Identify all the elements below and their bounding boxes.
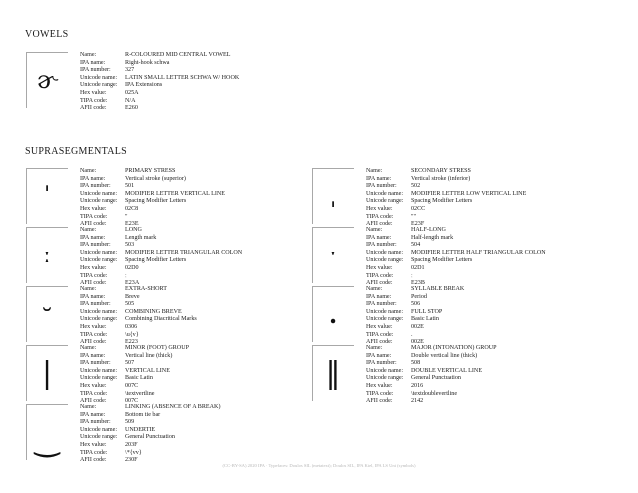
field-value-hex-value: 2016 [411,382,424,389]
field-label-tipa-code: TIPA code: [366,272,394,279]
field-label-hex-value: Hex value: [366,205,393,212]
field-label-unicode-name: Unicode name: [366,249,404,256]
field-value-name: SYLLABLE BREAK [411,286,465,292]
field-row-tipa-code [366,332,464,340]
field-value-hex-value: 025A [125,89,139,96]
field-label-ipa-number: IPA number: [80,67,111,74]
field-row-hex-value [80,206,225,214]
field-value-name: PRIMARY STRESS [125,168,176,174]
field-label-ipa-name: IPA name: [80,234,106,241]
field-value-hex-value: 02D1 [411,264,425,271]
field-value-afii-code: E260 [125,105,138,112]
field-label-unicode-range: Unicode range: [80,375,118,382]
field-row-name [80,168,225,176]
field-label-afii-code: AFII code: [366,339,393,346]
field-label-afii-code: AFII code: [80,105,107,112]
entry-fields [366,168,526,229]
field-label-ipa-number: IPA number: [80,301,111,308]
field-value-tipa-code: "" [411,213,416,220]
field-row-unicode-range [366,375,497,383]
field-row-ipa-number [366,242,546,250]
field-row-ipa-name [366,235,546,243]
field-value-tipa-code: N/A [125,97,136,104]
field-value-ipa-number: 502 [411,183,421,190]
field-value-name: HALF-LONG [411,227,446,233]
field-value-tipa-code: \u{v} [125,331,139,338]
field-value-unicode-range: Basic Latin [125,375,153,382]
field-label-hex-value: Hex value: [80,89,107,96]
field-row-hex-value [366,383,497,391]
field-value-name: SECONDARY STRESS [411,168,471,174]
field-value-unicode-name: DOUBLE VERTICAL LINE [411,367,483,374]
field-label-name: Name: [80,345,97,351]
ipa-symbol-r-coloured-schwa: ɚ [36,66,58,94]
field-label-hex-value: Hex value: [80,323,107,330]
field-value-hex-value: 02D0 [125,264,139,271]
field-row-name [366,345,497,353]
field-label-ipa-number: IPA number: [366,360,397,367]
field-row-unicode-range [80,198,225,206]
field-row-name [80,227,242,235]
entry-fields [366,345,497,406]
field-row-name [366,286,464,294]
field-row-ipa-name [80,176,225,184]
section-title-suprasegmentals: SUPRASEGMENTALS [25,146,128,157]
field-label-ipa-number: IPA number: [366,183,397,190]
field-label-unicode-name: Unicode name: [366,367,404,374]
field-label-afii-code: AFII code: [366,221,393,228]
field-label-unicode-range: Unicode range: [80,316,118,323]
field-row-unicode-name [80,309,197,317]
field-label-hex-value: Hex value: [80,441,107,448]
field-row-name [80,345,189,353]
ipa-symbol-linking: ‿ [34,422,60,458]
field-row-tipa-code [80,391,189,399]
field-value-unicode-name: FULL STOP [411,308,443,315]
field-label-unicode-range: Unicode range: [366,198,404,205]
field-value-tipa-code: . [411,331,413,338]
field-value-hex-value: 0306 [125,323,138,330]
entry-fields [80,345,189,406]
field-value-ipa-name: Double vertical line (thick) [411,352,478,359]
field-row-unicode-range [366,257,546,265]
field-row-tipa-code [366,273,546,281]
field-value-unicode-name: MODIFIER LETTER HALF TRIANGULAR COLON [411,249,546,256]
field-value-ipa-name: Vertical stroke (inferior) [411,175,471,182]
field-label-afii-code: AFII code: [366,398,393,405]
field-row-ipa-number [80,183,225,191]
field-value-name: EXTRA-SHORT [125,286,167,292]
entry-fields [80,52,239,113]
field-value-unicode-range: Spacing Modifier Letters [125,198,187,205]
field-label-hex-value: Hex value: [366,382,393,389]
ipa-symbol-minor-group: | [41,355,53,391]
entry-fields [80,168,225,229]
field-row-tipa-code [80,98,239,106]
field-row-ipa-number [366,183,526,191]
field-row-name [366,168,526,176]
field-row-unicode-range [80,434,220,442]
field-value-ipa-name: Half-length mark [411,234,454,241]
field-row-ipa-name [366,294,464,302]
field-value-ipa-name: Right-hook schwa [125,59,170,66]
field-value-unicode-range: Spacing Modifier Letters [125,257,187,264]
field-label-ipa-name: IPA name: [80,411,106,418]
field-row-unicode-range [80,257,242,265]
field-row-ipa-number [366,301,464,309]
field-value-unicode-name: LATIN SMALL LETTER SCHWA W/ HOOK [125,74,240,81]
field-value-afii-code: E23B [411,280,425,287]
field-label-ipa-name: IPA name: [80,293,106,300]
field-row-name [80,52,239,60]
ipa-symbol-half-long: ˑ [329,242,337,268]
field-label-afii-code: AFII code: [80,398,107,405]
field-row-hex-value [80,265,242,273]
field-row-unicode-range [366,198,526,206]
field-row-ipa-name [80,353,189,361]
field-value-tipa-code: \textvertline [125,390,155,397]
field-value-unicode-name: MODIFIER LETTER TRIANGULAR COLON [125,249,243,256]
field-value-tipa-code: ː [411,272,413,279]
field-value-tipa-code: \*{vv} [125,449,142,456]
field-value-afii-code: 007C [125,398,139,405]
field-label-name: Name: [366,345,383,351]
field-label-unicode-name: Unicode name: [80,308,118,315]
field-row-tipa-code [80,273,242,281]
field-value-ipa-number: 501 [125,183,135,190]
field-value-afii-code: E23F [411,221,425,228]
field-row-unicode-name [366,368,497,376]
field-value-unicode-range: Spacing Modifier Letters [411,257,473,264]
ipa-symbol-major-group: ‖ [325,355,341,391]
field-value-afii-code: 002E [411,339,424,346]
field-row-tipa-code [366,214,526,222]
field-row-hex-value [366,206,526,214]
field-label-unicode-range: Unicode range: [80,434,118,441]
field-label-unicode-name: Unicode name: [366,308,404,315]
field-value-ipa-number: 327 [125,67,135,74]
field-row-unicode-range [80,82,239,90]
field-value-afii-code: E223 [125,339,138,346]
field-label-ipa-name: IPA name: [366,352,392,359]
field-value-afii-code: 230F [125,457,138,464]
field-value-name: MAJOR (INTONATION) GROUP [411,345,497,351]
field-label-unicode-name: Unicode name: [80,190,118,197]
field-label-unicode-range: Unicode range: [366,375,404,382]
field-label-ipa-name: IPA name: [366,293,392,300]
field-value-ipa-name: Vertical stroke (superior) [125,175,186,182]
field-value-unicode-name: MODIFIER LETTER LOW VERTICAL LINE [411,190,527,197]
field-value-unicode-range: Combining Diacritical Marks [125,316,197,323]
field-value-unicode-name: VERTICAL LINE [125,367,170,374]
field-value-hex-value: 007C [125,382,139,389]
field-label-afii-code: AFII code: [366,280,393,287]
field-row-tipa-code [80,332,197,340]
field-label-hex-value: Hex value: [366,323,393,330]
field-label-tipa-code: TIPA code: [80,213,108,220]
field-label-unicode-name: Unicode name: [80,426,118,433]
field-label-tipa-code: TIPA code: [80,272,108,279]
page-footer: (CC-BY-SA) 2020 IPA · Typefaces: Doulos SIL (metatext); Doulos SIL, IPA Kiel, IPA LS Uni (symbols) [222,463,416,468]
field-row-ipa-number [80,360,189,368]
field-value-unicode-range: Spacing Modifier Letters [411,198,473,205]
field-row-hex-value [366,324,464,332]
ipa-symbol-long: ː [43,242,51,268]
field-value-ipa-name: Vertical line (thick) [125,352,173,359]
field-label-unicode-range: Unicode range: [366,316,404,323]
field-label-ipa-number: IPA number: [80,183,111,190]
field-row-hex-value [366,265,546,273]
field-label-ipa-name: IPA name: [366,175,392,182]
field-value-unicode-name: UNDERTIE [125,426,156,433]
field-label-ipa-number: IPA number: [366,242,397,249]
field-value-hex-value: 02CC [411,205,426,212]
field-label-tipa-code: TIPA code: [366,390,394,397]
field-row-name [80,404,220,412]
field-label-unicode-name: Unicode name: [80,74,118,81]
field-label-afii-code: AFII code: [80,280,107,287]
field-value-unicode-range: Basic Latin [411,316,439,323]
field-value-afii-code: E23A [125,280,140,287]
field-row-ipa-number [80,419,220,427]
field-label-hex-value: Hex value: [80,205,107,212]
field-value-unicode-name: MODIFIER LETTER VERTICAL LINE [125,190,225,197]
field-row-tipa-code [80,214,225,222]
entry-fields [80,227,242,288]
field-value-hex-value: 002E [411,323,424,330]
field-label-ipa-name: IPA name: [80,175,106,182]
field-value-name: R-COLOURED MID CENTRAL VOWEL [125,52,231,58]
field-label-unicode-name: Unicode name: [366,190,404,197]
field-label-unicode-name: Unicode name: [80,249,118,256]
ipa-symbol-syllable-break: . [328,299,338,329]
field-label-name: Name: [80,404,97,410]
field-row-unicode-name [80,368,189,376]
field-row-ipa-name [80,60,239,68]
field-row-afii-code [80,105,239,113]
field-label-hex-value: Hex value: [80,382,107,389]
field-row-ipa-name [366,353,497,361]
field-label-ipa-number: IPA number: [80,360,111,367]
field-row-ipa-number [80,242,242,250]
field-label-name: Name: [80,227,97,233]
field-value-ipa-number: 505 [125,301,135,308]
field-row-afii-code [366,398,497,406]
field-label-name: Name: [366,168,383,174]
entry-fields [80,286,197,347]
field-row-ipa-number [80,301,197,309]
ipa-symbol-primary-stress: ˈ [43,182,51,210]
field-row-name [366,227,546,235]
field-value-tipa-code: ː [125,272,127,279]
field-row-ipa-number [366,360,497,368]
field-label-afii-code: AFII code: [80,457,107,464]
field-row-unicode-name [366,309,464,317]
field-label-unicode-range: Unicode range: [80,82,118,89]
field-label-tipa-code: TIPA code: [80,97,108,104]
field-value-name: LONG [125,227,142,233]
field-value-unicode-range: General Punctuation [411,375,461,382]
field-label-ipa-name: IPA name: [366,234,392,241]
field-label-name: Name: [366,286,383,292]
field-value-hex-value: 203F [125,441,138,448]
field-value-name: MINOR (FOOT) GROUP [125,345,189,351]
field-label-unicode-range: Unicode range: [366,257,404,264]
field-row-unicode-range [366,316,464,324]
field-value-ipa-number: 504 [411,242,421,249]
field-value-unicode-range: IPA Extensions [125,82,163,89]
field-row-hex-value [80,90,239,98]
field-value-ipa-name: Length mark [125,234,157,241]
field-row-tipa-code [366,391,497,399]
entry-fields [366,286,464,347]
field-label-hex-value: Hex value: [366,264,393,271]
field-label-ipa-name: IPA name: [80,59,106,66]
field-row-tipa-code [80,450,220,458]
field-label-afii-code: AFII code: [80,339,107,346]
field-value-name: LINKING (ABSENCE OF A BREAK) [125,404,221,410]
field-value-ipa-number: 503 [125,242,135,249]
field-row-hex-value [80,442,220,450]
field-label-tipa-code: TIPA code: [80,390,108,397]
field-value-ipa-number: 506 [411,301,421,308]
field-row-unicode-name [80,75,239,83]
field-row-unicode-range [80,375,189,383]
field-value-hex-value: 02C8 [125,205,139,212]
field-value-unicode-range: General Punctuation [125,434,175,441]
field-value-ipa-number: 507 [125,360,135,367]
ipa-symbol-secondary-stress: ˌ [329,182,337,210]
field-label-ipa-number: IPA number: [366,301,397,308]
field-label-unicode-range: Unicode range: [80,257,118,264]
field-label-hex-value: Hex value: [80,264,107,271]
field-row-ipa-name [80,294,197,302]
field-value-ipa-name: Bottom tie bar [125,411,161,418]
field-row-unicode-name [80,427,220,435]
field-label-name: Name: [80,52,97,58]
field-label-tipa-code: TIPA code: [366,331,394,338]
field-label-name: Name: [80,286,97,292]
field-value-unicode-name: COMBINING BREVE [125,308,182,315]
field-label-afii-code: AFII code: [80,221,107,228]
field-value-afii-code: E23E [125,221,139,228]
field-value-ipa-name: Breve [125,293,140,300]
field-label-name: Name: [80,168,97,174]
field-value-ipa-number: 509 [125,419,135,426]
field-row-name [80,286,197,294]
field-label-tipa-code: TIPA code: [80,449,108,456]
field-row-ipa-number [80,67,239,75]
field-row-unicode-range [80,316,197,324]
field-row-ipa-name [80,235,242,243]
ipa-symbol-extra-short: ˘ [40,305,54,335]
field-value-tipa-code: \textdoublevertline [411,390,458,397]
field-label-unicode-name: Unicode name: [80,367,118,374]
field-value-tipa-code: " [125,213,128,220]
field-row-hex-value [80,324,197,332]
field-label-tipa-code: TIPA code: [80,331,108,338]
field-row-ipa-name [80,412,220,420]
field-label-name: Name: [366,227,383,233]
field-label-unicode-range: Unicode range: [80,198,118,205]
field-label-ipa-number: IPA number: [80,419,111,426]
field-label-ipa-name: IPA name: [80,352,106,359]
field-value-ipa-name: Period [411,293,427,300]
section-title-vowels: VOWELS [25,29,69,40]
field-value-afii-code: 2142 [411,398,424,405]
field-label-ipa-number: IPA number: [80,242,111,249]
field-value-ipa-number: 508 [411,360,421,367]
entry-fields [366,227,546,288]
entry-fields [80,404,220,465]
field-row-hex-value [80,383,189,391]
field-row-ipa-name [366,176,526,184]
field-label-tipa-code: TIPA code: [366,213,394,220]
